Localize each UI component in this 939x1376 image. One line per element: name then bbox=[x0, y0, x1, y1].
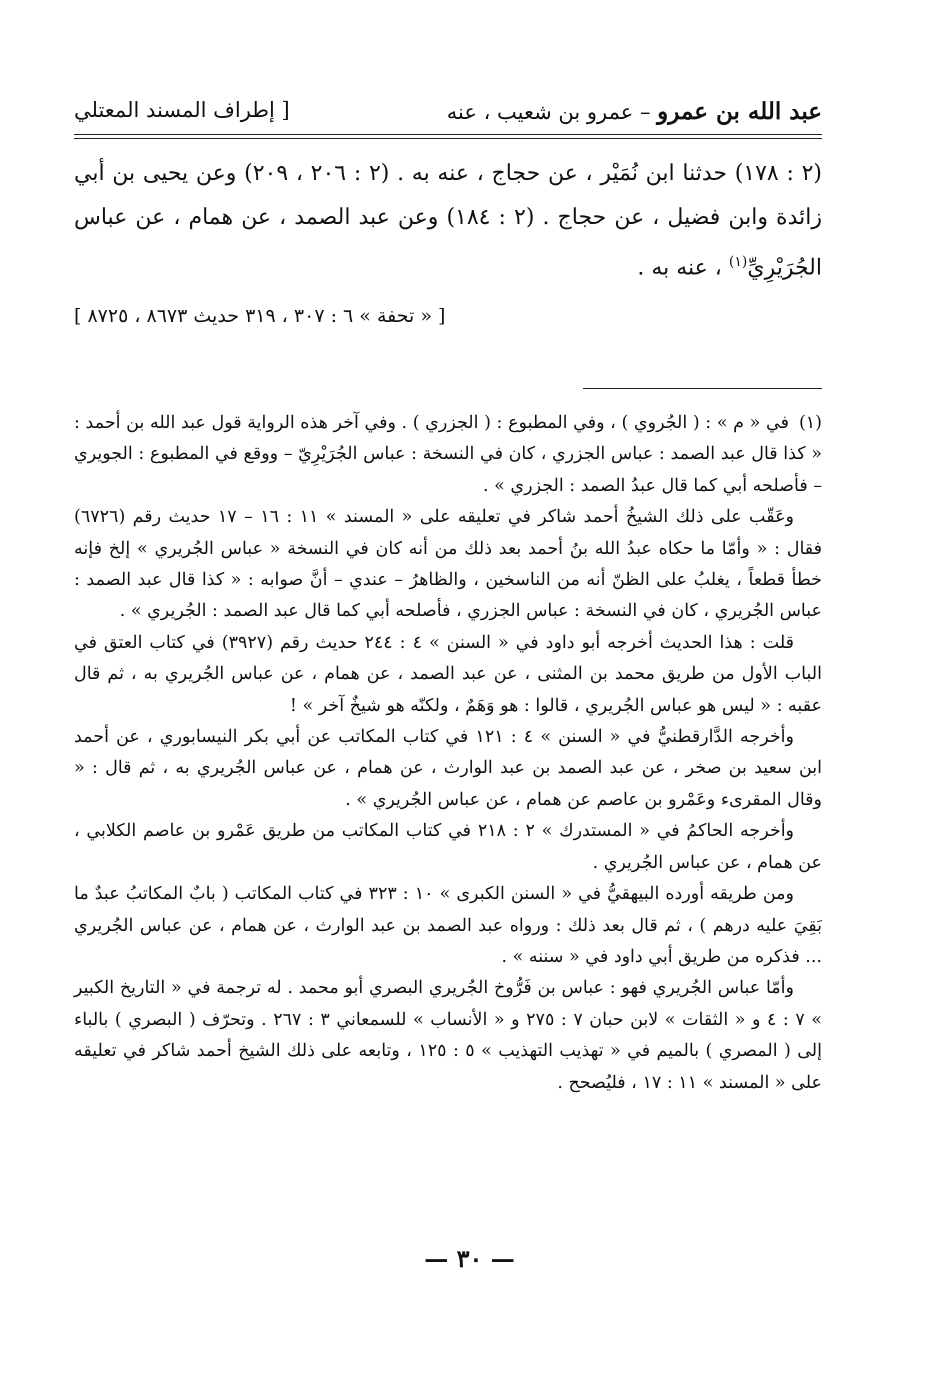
hadith-ending: ، عنه به . bbox=[637, 255, 729, 281]
footnote-separator bbox=[583, 388, 822, 389]
hadith-text bbox=[74, 152, 822, 290]
footnote-marker: (١) bbox=[728, 254, 748, 270]
footnote-1-marker: (١) bbox=[798, 413, 822, 433]
running-head-book-title: [ إطراف المسند المعتلي bbox=[74, 98, 290, 122]
hadith-body: (٢ : ١٧٨) حدثنا ابن نُمَيْر ، عن حجاج ، عنه به . (٢ : ٢٠٦ ، ٢٠٩) وعن يحيى بن أبي زائدة وابن فضيل ، عن حجاج . (٢ : ١٨٤) وعن عبد الصمد ، عن همام ، عن عباس الجُرَيْرِيِّ bbox=[74, 161, 822, 281]
page-number: — ٣٠ — bbox=[424, 1244, 515, 1273]
footnote-paragraph-bayhaqi: ومن طريقه أورده البيهقيُّ في « السنن الكبرى » ١٠ : ٣٢٣ في كتاب المكاتب ( بابٌ المكاتبُ عبدٌ ما بَقِيَ عليه درهم ) ، ثم قال بعد ذلك : ورواه عبد الصمد بن عبد الوارث ، عن همام ، عن عباس الجُريري ... فذكره من طريق أبي داود في « سننه » . bbox=[74, 884, 822, 967]
footnote-1-text: في « م » : ( الجُروي ) ، وفي المطبوع : ( الجزري ) . وفي آخر هذه الرواية قول عبد الله بن أحمد : « كذا قال عبد الصمد : عباس الجزري ، كان في النسخة : عباس الجُرَيْرِيّ – ووقع في المطبوع : الجويري – فأصلحه أبي كما قال عبدُ الصمد : الجزري » . bbox=[74, 413, 822, 496]
header-rule-thin bbox=[74, 138, 822, 139]
tuhfa-reference: [ « تحفة » ٦ : ٣٠٧ ، ٣١٩ حديث ٨٦٧٣ ، ٨٧٢٥ ] bbox=[74, 305, 446, 327]
running-head-chapter-rest: – عمرو بن شعيب ، عنه bbox=[446, 100, 658, 124]
footnote-paragraph-shakir: وعَقّب على ذلك الشيخُ أحمد شاكر في تعليقه على « المسند » ١١ : ١٦ – ١٧ حديث رقم (٦٧٢٦) فقال : « وأمّا ما حكاه عبدُ الله بنُ أحمد بعد ذلك من أنه كان في النسخة « عباس الجُريري » إلخ فإنه خطأ قطعاً ، يغلبُ على الظنّ أنه من الناسخين ، والظاهرُ – عندي – أنَّ صوابه : « كذا قال عبد الصمد : عباس الجُريري ، كان في النسخة : عباس الجزري ، فأصلحه أبي كما قال عبد الصمد : الجُريري » . bbox=[74, 507, 822, 622]
footnote-paragraph-hakim: وأخرجه الحاكمُ في « المستدرك » ٢ : ٢١٨ في كتاب المكاتب من طريق عَمْرو بن عاصم الكلابي ، عن همام ، عن عباس الجُريري . bbox=[74, 821, 822, 873]
hadith-paragraph bbox=[74, 152, 822, 290]
footnote-paragraph-abu-dawud: قلت : هذا الحديث أخرجه أبو داود في « السنن » ٤ : ٢٤٤ حديث رقم (٣٩٢٧) في كتاب العتق في الباب الأول من طريق محمد بن المثنى ، عن عبد الصمد ، عن همام ، عن عباس الجُريري به ، ثم قال عقبه : « ليس هو عباس الجُريري ، قالوا : هو وَهَمٌ ، ولكنّه هو شيخٌ آخر » ! bbox=[74, 632, 822, 716]
footnote-paragraph-abbas-jurayri: وأمّا عباس الجُريري فهو : عباس بن فَرُّوخ الجُريري البصري أبو محمد . له ترجمة في « التاريخ الكبير » ٧ : ٤ و « الثقات » لابن حبان ٧ : ٢٧٥ و « الأنساب » للسمعاني ٣ : ٢٦٧ . وتحرّف ( البصري ) بالباء إلى ( المصري ) بالميم في « تهذيب التهذيب » ٥ : ١٢٥ ، وتابعه على ذلك الشيخ أحمد شاكر في تعليقه على « المسند » ١١ : ١٧ ، فليُصحح . bbox=[74, 978, 822, 1093]
footnote-1 bbox=[74, 408, 822, 502]
footnotes bbox=[74, 408, 822, 1099]
running-head-chapter bbox=[447, 98, 822, 125]
footnote-paragraph-daraqutni: وأخرجه الدَّارقطنيُّ في « السنن » ٤ : ١٢١ في كتاب المكاتب عن أبي بكر النيسابوري ، عن أحمد ابن سعيد بن صخر ، عن عبد الصمد بن عبد الوارث ، عن همام ، عن عباس الجُريري به ، ثم قال : « وقال المقرىء وعَمْرو بن عاصم عن همام ، عن عباس الجُريري » . bbox=[74, 727, 822, 810]
running-head-chapter-bold: عبد الله بن عمرو bbox=[657, 98, 822, 125]
header-rule bbox=[74, 134, 822, 135]
running-head bbox=[74, 92, 822, 132]
